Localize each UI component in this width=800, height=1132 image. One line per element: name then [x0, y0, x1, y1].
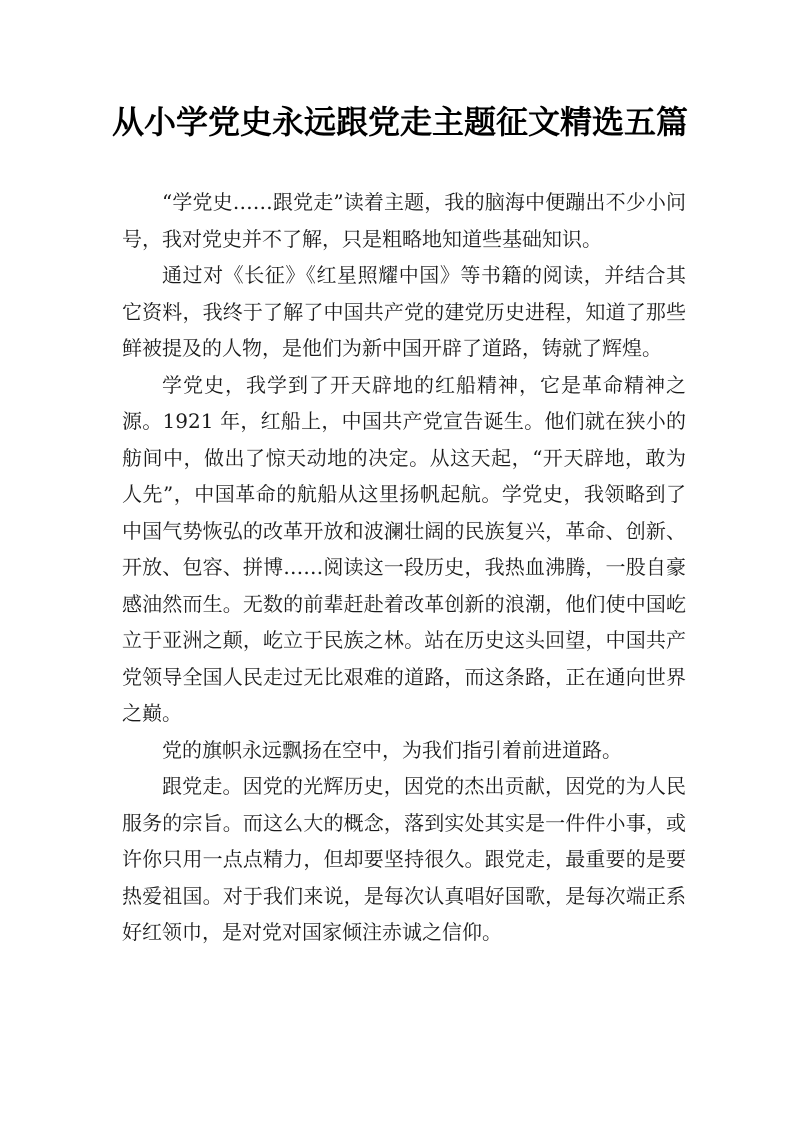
- paragraph-1: “学党史……跟党走”读着主题，我的脑海中便蹦出不少小问号，我对党史并不了解，只是粗略地知道些基础知识。: [122, 190, 686, 251]
- document-title: 从小学党史永远跟党走主题征文精选五篇: [111, 103, 688, 141]
- document-body: [122, 184, 686, 951]
- paragraph-4: 党的旗帜永远飘扬在空中，为我们指引着前进道路。: [162, 737, 622, 762]
- paragraph-2: 通过对《长征》《红星照耀中国》等书籍的阅读，并结合其它资料，我终于了解了中国共产党的建党历史进程，知道了那些鲜被提及的人物，是他们为新中国开辟了道路，铸就了辉煌。: [122, 263, 686, 360]
- paragraph-5: 跟党走。因党的光辉历史，因党的杰出贡献，因党的为人民服务的宗旨。而这么大的概念，落到实处其实是一件件小事，或许你只用一点点精力，但却要坚持很久。跟党走，最重要的是要热爱祖国。对于我们来说，是每次认真唱好国歌，是每次端正系好红领巾，是对党对国家倾注赤诚之信仰。: [122, 774, 686, 944]
- paragraph-3: 学党史，我学到了开天辟地的红船精神，它是革命精神之源。1921 年，红船上，中国共产党宣告诞生。他们就在狭小的舫间中，做出了惊天动地的决定。从这天起，“开天辟地，敢为人先”，中国革命的航船从这里扬帆起航。学党史，我领略到了中国气势恢弘的改革开放和波澜壮阔的民族复兴，革命、创新、开放、包容、拼博……阅读这一段历史，我热血沸腾，一股自豪感油然而生。无数的前辈赶赴着改革创新的浪潮，他们使中国屹立于亚洲之颠，屹立于民族之林。站在历史这头回望，中国共产党领导全国人民走过无比艰难的道路，而这条路，正在通向世界之巅。: [122, 372, 686, 725]
